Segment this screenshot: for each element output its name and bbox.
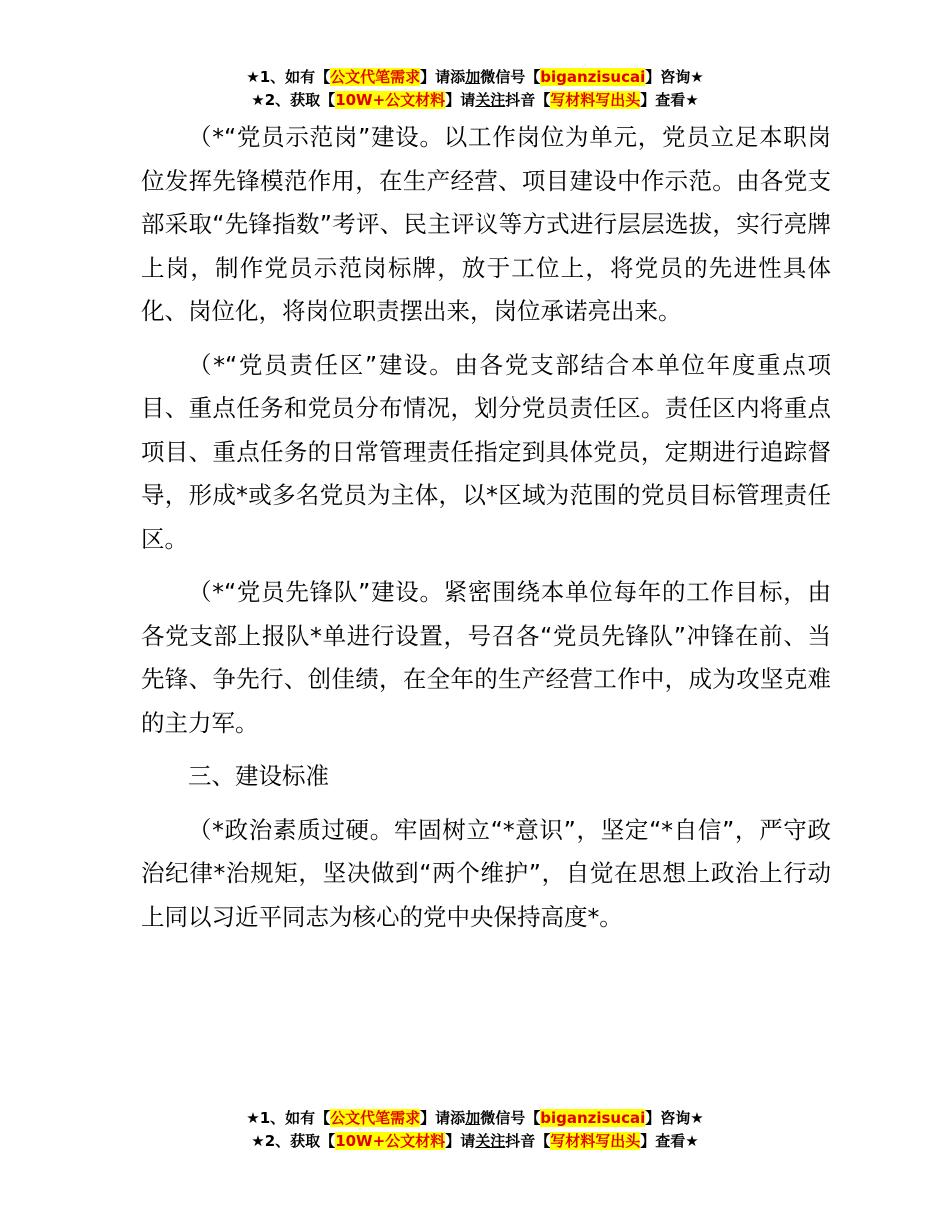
- notice-highlight: 写材料写出头: [550, 1132, 641, 1150]
- paragraph-political-quality: （*政治素质过硬。牢固树立“*意识”，坚定“*自信”，严守政治纪律*治规矩，坚决做到“两个维护”，自觉在思想上政治上行动上同以习近平同志为核心的党中央保持高度*。: [141, 815, 831, 931]
- notice-underlined: 关注: [475, 91, 506, 109]
- notice-highlight: 写材料写出头: [550, 91, 641, 109]
- notice-text: ★1、如有【: [246, 1109, 331, 1127]
- notice-underlined: 加: [465, 68, 481, 86]
- paragraph-responsibility-zone: （*“党员责任区”建设。由各党支部结合本单位年度重点项目、重点任务和党员分布情况，划分党员责任区。责任区内将重点项目、重点任务的日常管理责任指定到具体党员，定期进行追踪督导，形成*或多名党员为主体，以*区域为范围的党员目标管理责任区。: [141, 350, 831, 553]
- section-heading: 三、建设标准: [188, 762, 329, 790]
- header-notice: [0, 66, 950, 112]
- footer-notice-line-1: [0, 1107, 950, 1130]
- notice-text: 】请添: [420, 68, 466, 86]
- notice-highlight: 10W+公文材料: [335, 1132, 446, 1150]
- notice-underlined: 关注: [475, 1132, 506, 1150]
- notice-highlight: 公文代笔需求: [330, 1109, 421, 1127]
- header-notice-line-2: [0, 89, 950, 112]
- header-notice-line-1: [0, 66, 950, 89]
- notice-text: 抖音【: [505, 1132, 551, 1150]
- document-body: [141, 116, 831, 949]
- notice-text: 】请: [445, 1132, 476, 1150]
- notice-underlined: 加: [465, 1109, 481, 1127]
- notice-text: 微信号【: [480, 68, 541, 86]
- notice-text: 】请: [445, 91, 476, 109]
- notice-text: 】查看★: [640, 1132, 699, 1150]
- notice-text: 】咨询★: [645, 68, 704, 86]
- footer-notice-line-2: [0, 1130, 950, 1153]
- footer-notice: [0, 1107, 950, 1153]
- notice-text: 】咨询★: [645, 1109, 704, 1127]
- notice-highlight: 公文代笔需求: [330, 68, 421, 86]
- notice-text: 抖音【: [505, 91, 551, 109]
- paragraph-model-post: （*“党员示范岗”建设。以工作岗位为单元，党员立足本职岗位发挥先锋模范作用，在生产经营、项目建设中作示范。由各党支部采取“先锋指数”考评、民主评议等方式进行层层选拔，实行亮牌上岗，制作党员示范岗标牌，放于工位上，将党员的先进性具体化、岗位化，将岗位职责摆出来，岗位承诺亮出来。: [141, 123, 831, 325]
- notice-text: ★2、获取【: [251, 91, 336, 109]
- notice-highlight: 10W+公文材料: [335, 91, 446, 109]
- notice-text: ★1、如有【: [246, 68, 331, 86]
- notice-text: 】查看★: [640, 91, 699, 109]
- notice-text: 】请添: [420, 1109, 466, 1127]
- notice-highlight: biganzisucai: [540, 1109, 646, 1127]
- notice-text: ★2、获取【: [251, 1132, 336, 1150]
- notice-highlight: biganzisucai: [540, 68, 646, 86]
- notice-text: 微信号【: [480, 1109, 541, 1127]
- paragraph-vanguard-team: （*“党员先锋队”建设。紧密围绕本单位每年的工作目标，由各党支部上报队*单进行设置，号召各“党员先锋队”冲锋在前、当先锋、争先行、创佳绩，在全年的生产经营工作中，成为攻坚克难的主力军。: [141, 578, 831, 737]
